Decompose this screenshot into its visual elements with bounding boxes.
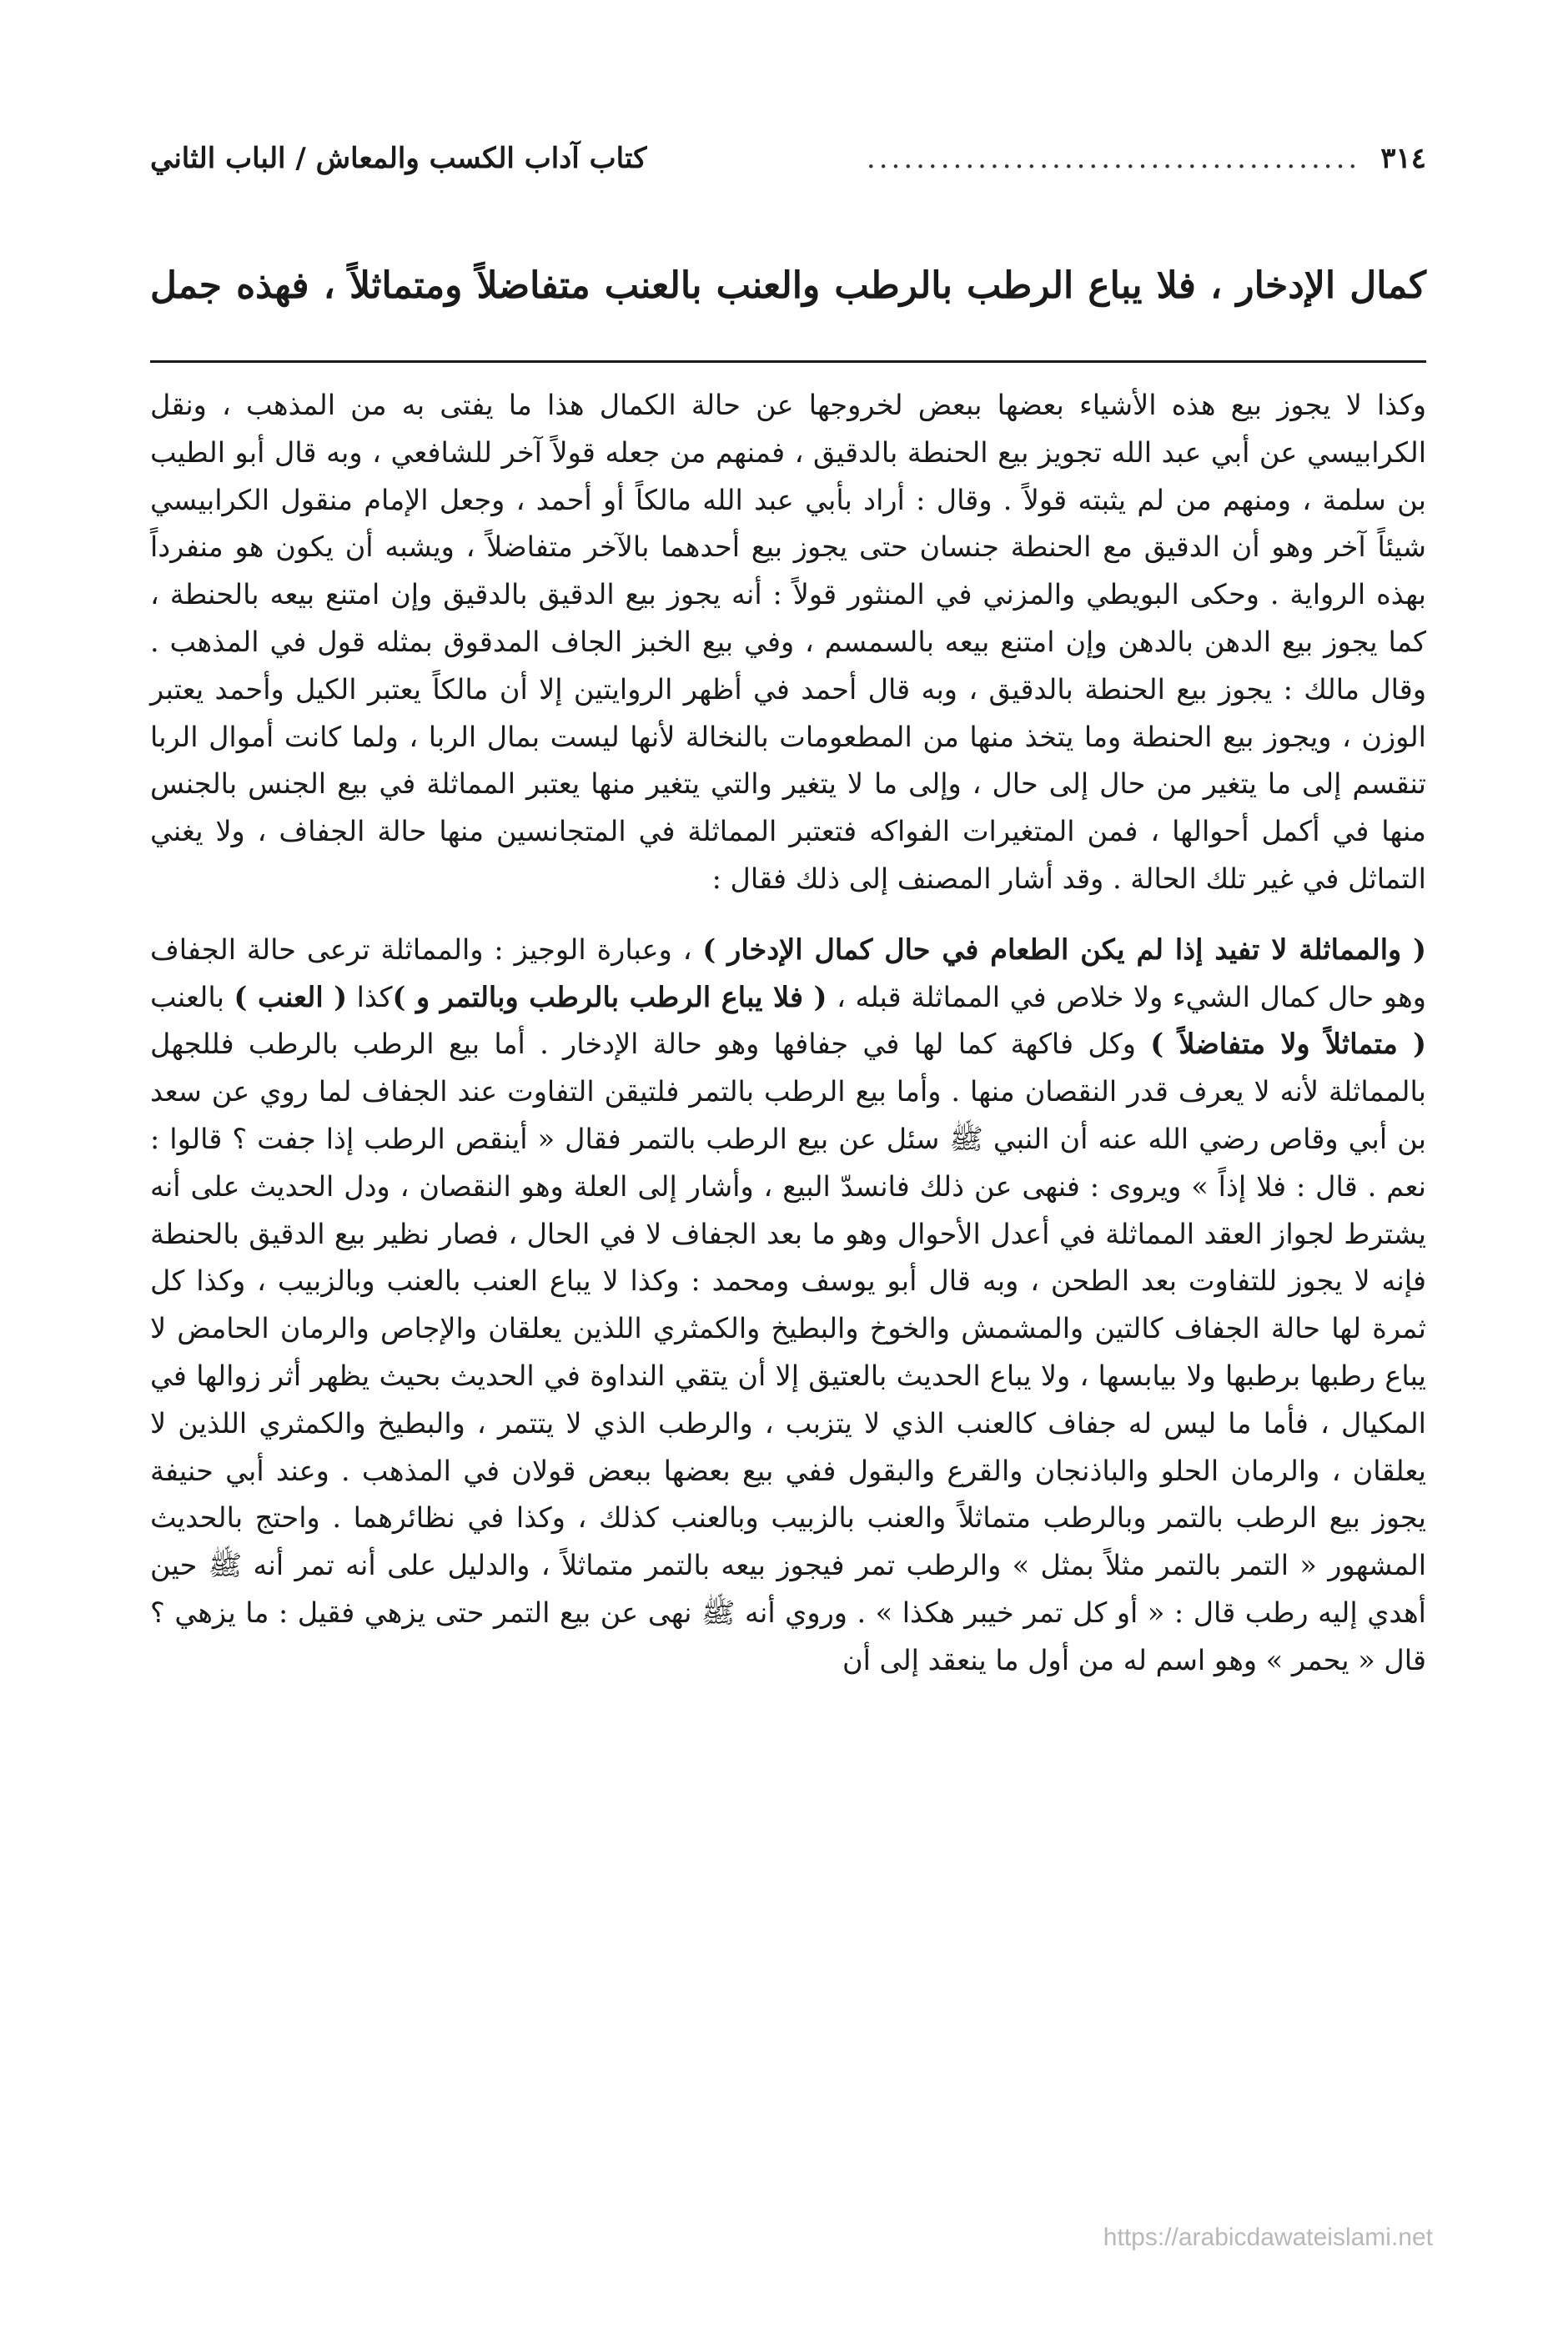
- quoted-matn-1: ( والمماثلة لا تفيد إذا لم يكن الطعام في حال كمال الإدخار ): [702, 932, 1426, 966]
- commentary-paragraph-2: [150, 927, 1426, 1685]
- page-number: ٣١٤: [1380, 142, 1426, 175]
- quoted-matn-4: ( متماثلاً ولا متفاضلاً ): [1150, 1028, 1426, 1061]
- commentary-text-4: وكل فاكهة كما لها في جفافها وهو حالة الإدخار . أما بيع الرطب بالرطب فللجهل بالمماثلة لأنه لا يعرف قدر النقصان منها . وأما بيع الرطب بالتمر فلتيقن التفاوت عند الجفاف لما روي عن سعد بن أبي وقاص رضي الله عنه أن النبي ﷺ سئل عن بيع الرطب بالتمر فقال « أينقص الرطب إذا جفت ؟ قالوا : نعم . قال : فلا إذاً » ويروى : فنهى عن ذلك فانسدّ البيع ، وأشار إلى العلة وهو النقصان ، ودل الحديث على أنه يشترط لجواز العقد المماثلة في أعدل الأحوال وهو ما بعد الجفاف لا في الحال ، فصار نظير بيع الدقيق بالحنطة فإنه لا يجوز للتفاوت بعد الطحن ، وبه قال أبو يوسف ومحمد : وكذا لا يباع العنب بالعنب وبالزبيب ، وكذا كل ثمرة لها حالة الجفاف كالتين والمشمش والخوخ والبطيخ والكمثري اللذين يعلقان والإجاص والرمان الحامض لا يباع رطبها برطبها ولا بيابسها ، ولا يباع الحديث بالعتيق إلا أن يتقي النداوة في الحديث بحيث يظهر أثر زوالها في المكيال ، فأما ما ليس له جفاف كالعنب الذي لا يتزبب ، والرطب الذي لا يتتمر ، والبطيخ والكمثري اللذين لا يعلقان ، والرمان الحلو والباذنجان والقرع والبقول ففي بيع بعضها ببعض قولان في المذهب . وعند أبي حنيفة يجوز بيع الرطب بالتمر وبالرطب متماثلاً والعنب بالزبيب وبالعنب كذلك ، وكذا في نظائرهما . واحتج بالحديث المشهور « التمر بالتمر مثلاً بمثل » والرطب تمر فيجوز بيعه بالتمر متماثلاً ، والدليل على أنه تمر أنه ﷺ حين أهدي إليه رطب قال : « أو كل تمر خيبر هكذا » . وروي أنه ﷺ نهى عن بيع التمر حتى يزهي فقيل : ما يزهي ؟ قال « يحمر » وهو اسم له من أول ما ينعقد إلى أن: [150, 1028, 1427, 1676]
- leader-dots: ........................................: [866, 142, 1361, 175]
- page-header: [150, 133, 1426, 183]
- commentary-text-1: ، وعبارة الوجيز : والمماثلة ترعى حالة الجفاف وهو حال كمال الشيء ولا خلاص في المماثلة قبله ،: [150, 932, 1426, 1013]
- matn-text: كمال الإدخار ، فلا يباع الرطب بالرطب والعنب بالعنب متفاضلاً ومتماثلاً ، فهذه جمل: [150, 264, 1426, 307]
- running-title: كتاب آداب الكسب والمعاش / الباب الثاني: [150, 142, 647, 175]
- watermark-url: https://arabicdawateislami.net: [1103, 2224, 1433, 2251]
- commentary-body: [150, 382, 1426, 1685]
- commentary-text-3: بالعنب: [150, 980, 234, 1013]
- commentary-paragraph-1: وكذا لا يجوز بيع هذه الأشياء بعضها ببعض لخروجها عن حالة الكمال هذا ما يفتى به من المذهب ، ونقل الكرابيسي عن أبي عبد الله تجويز بيع الحنطة بالدقيق ، فمنهم من جعله قولاً آخر للشافعي ، وبه قال أبو الطيب بن سلمة ، ومنهم من لم يثبته قولاً . وقال : أراد بأبي عبد الله مالكاً أو أحمد ، وجعل الإمام منقول الكرابيسي شيئاً آخر وهو أن الدقيق مع الحنطة جنسان حتى يجوز بيع أحدهما بالآخر متفاضلاً ، ويشبه أن يكون هو منفرداً بهذه الرواية . وحكى البويطي والمزني في المنثور قولاً : أنه يجوز بيع الدقيق بالدقيق وإن امتنع بيعه بالحنطة ، كما يجوز بيع الدهن بالدهن وإن امتنع بيعه بالسمسم ، وفي بيع الخبز الجاف المدقوق بمثله قول في المذهب . وقال مالك : يجوز بيع الحنطة بالدقيق ، وبه قال أحمد في أظهر الروايتين إلا أن مالكاً يعتبر الكيل وأحمد يعتبر الوزن ، ويجوز بيع الحنطة وما يتخذ منها من المطعومات بالنخالة لأنها ليست بمال الربا ، ولما كانت أموال الربا تنقسم إلى ما يتغير من حال إلى حال ، وإلى ما لا يتغير والتي يتغير منها يعتبر المماثلة في بيع الجنس بالجنس منها في أكمل أحوالها ، فمن المتغيرات الفواكه فتعتبر المماثلة في المتجانسين منها حالة الجفاف ، ولا يغني التماثل في غير تلك الحالة . وقد أشار المصنف إلى ذلك فقال :: [150, 389, 1426, 895]
- quoted-matn-2: ( فلا يباع الرطب بالرطب وبالتمر و ): [392, 980, 827, 1013]
- commentary-text-2: كذا: [347, 980, 393, 1013]
- quoted-matn-3: ( العنب ): [234, 980, 348, 1013]
- separator-rule: [150, 360, 1426, 363]
